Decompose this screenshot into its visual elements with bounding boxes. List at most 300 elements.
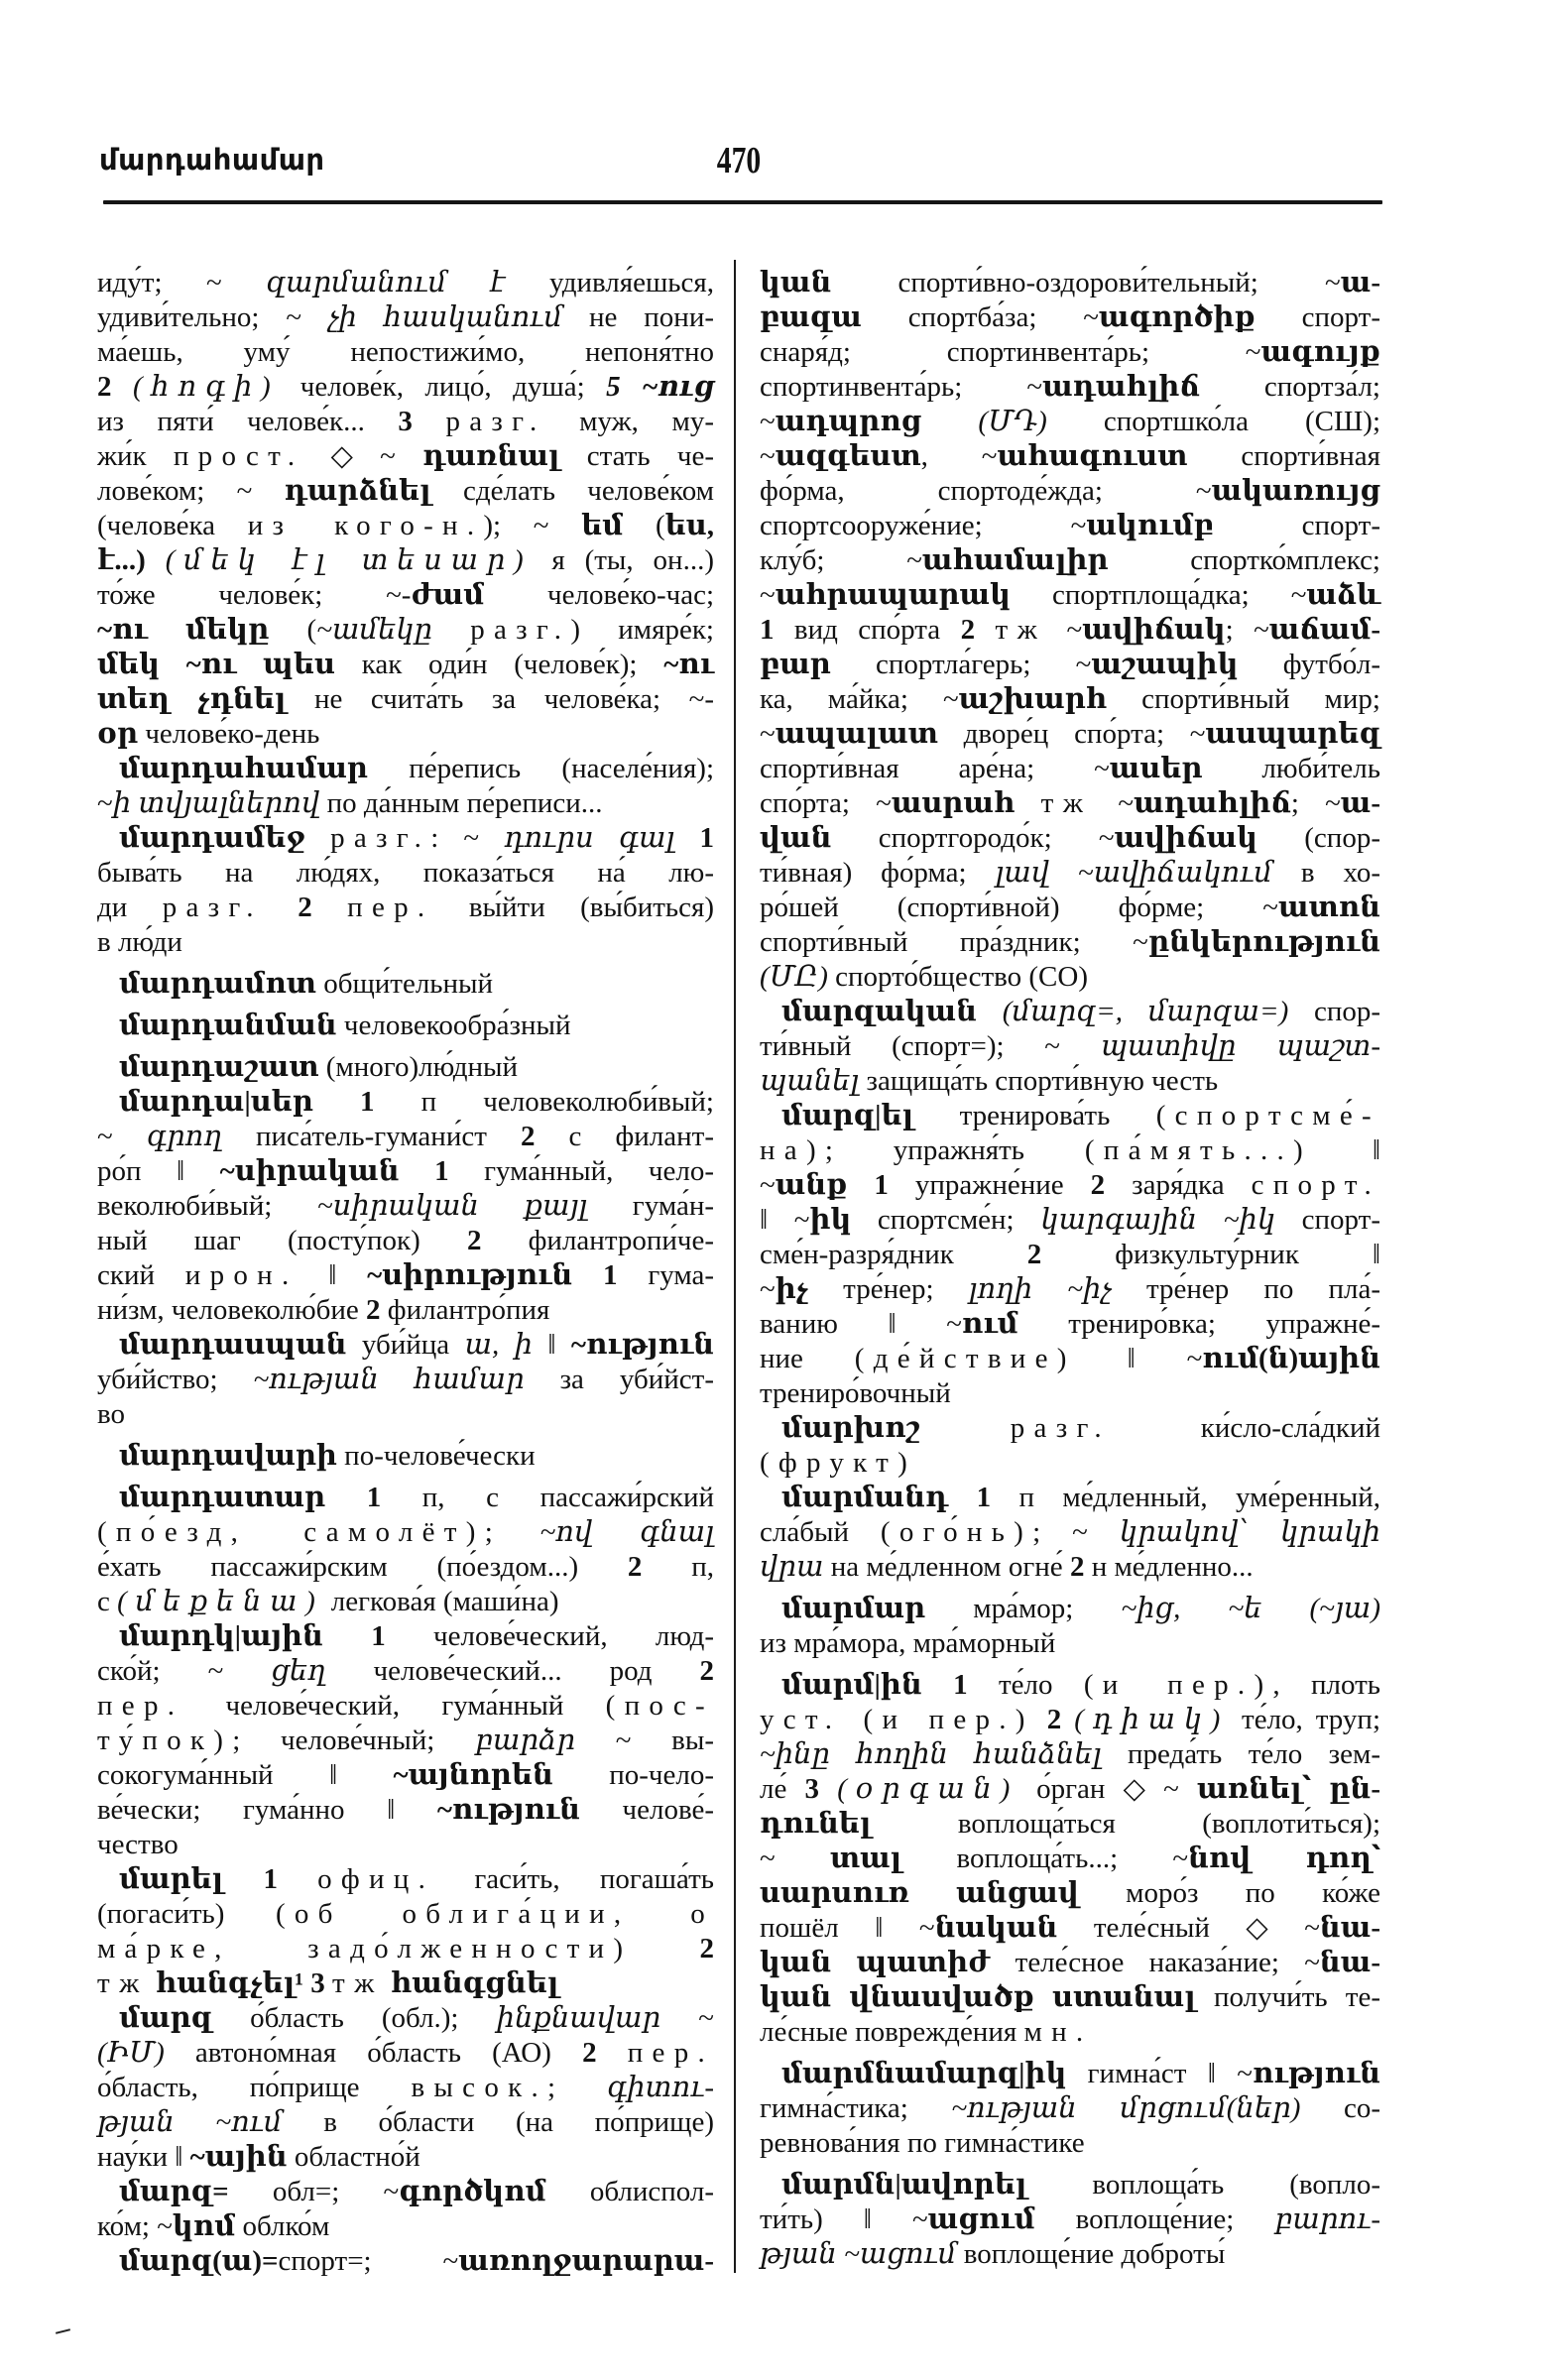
spaced-label: (пос- <box>605 1690 714 1722</box>
italic-example: չի հասկանում <box>327 301 563 333</box>
bold-term: մարմնամարզ|իկ <box>781 2058 1067 2089</box>
line-content <box>97 1397 125 1432</box>
translation-text <box>1061 1704 1074 1735</box>
spaced-label: (по́езд, самолёт) <box>97 1516 485 1548</box>
italic-example: ի տվյալներով <box>112 787 320 819</box>
dictionary-line <box>97 1154 714 1189</box>
bold-term: ~ություն <box>436 1794 580 1826</box>
bold-term: մարմն|ավորել <box>781 2169 1027 2201</box>
column-divider <box>734 260 736 2273</box>
line-content <box>119 2175 714 2209</box>
translation-text: спортсме́н; <box>851 1204 1041 1236</box>
translation-text: вы́йти (вы́биться) <box>433 892 715 923</box>
italic-example: լավ ~ավիճակում <box>995 857 1273 889</box>
translation-text: спорти́вная <box>1187 440 1380 472</box>
translation-text: те́ло <box>967 1669 1084 1701</box>
bold-term: նա- <box>1319 1947 1380 1978</box>
bold-term: մարզ(ա)= <box>119 2245 279 2277</box>
bold-term: ասեր <box>1109 753 1203 784</box>
line-content <box>760 1446 916 1481</box>
bold-term: մարմար <box>781 1593 926 1624</box>
dictionary-line <box>97 1515 714 1550</box>
translation-text <box>413 406 446 437</box>
bold-term: 2 <box>97 371 112 403</box>
bold-term: դարձնել <box>284 475 431 507</box>
line-content <box>97 2105 714 2140</box>
spaced-label: (фрукт) <box>760 1447 917 1479</box>
spaced-label: пер. <box>97 1690 184 1722</box>
translation-text: спортза́л; <box>1199 371 1380 403</box>
entry-start-line <box>97 2244 714 2279</box>
translation-text: по-чело- <box>552 1759 714 1791</box>
line-content <box>760 1550 1254 1585</box>
line-content <box>760 474 1380 509</box>
line-content <box>97 266 714 300</box>
line-content <box>97 405 714 439</box>
line-content <box>97 648 714 682</box>
bold-term: 2 <box>699 1933 715 1964</box>
line-content <box>760 648 1380 682</box>
line-content <box>97 300 714 335</box>
translation-text: сокогума́нный ‖ <box>97 1759 394 1791</box>
translation-text: иду́т; ~ <box>97 267 267 298</box>
bold-term: մարխոշ <box>781 1412 920 1444</box>
translation-text: воплоще́ние доброты́ <box>956 2238 1226 2270</box>
line-content <box>97 335 714 370</box>
spaced-italic-label: (մեքենա) <box>117 1586 324 1617</box>
bold-term: ադպրոց <box>775 406 922 437</box>
translation-text <box>325 1967 332 1999</box>
translation-text: ‖ <box>1311 1134 1380 1166</box>
dictionary-line <box>97 2140 714 2175</box>
translation-text: н ме́дленно... <box>1084 1551 1254 1583</box>
dictionary-line <box>97 613 714 648</box>
dictionary-line <box>97 474 714 509</box>
dictionary-line <box>760 891 1380 925</box>
translation-text: ~ <box>660 2002 714 2034</box>
dictionary-line <box>97 1397 714 1432</box>
translation-text: ле́ <box>760 1773 805 1805</box>
spaced-label: (ого́нь) <box>880 1516 1033 1548</box>
translation-text: в хо- <box>1272 857 1380 889</box>
dictionary-line <box>760 1029 1380 1064</box>
line-content <box>97 856 714 891</box>
line-content <box>760 1342 1380 1376</box>
translation-text <box>920 1412 1011 1444</box>
line-content <box>760 891 1380 925</box>
italic-example: (ԻՄ) <box>97 2037 165 2069</box>
translation-text: спор- <box>1288 996 1380 1027</box>
scan-artifact-mark <box>56 2328 70 2334</box>
line-content <box>97 2036 714 2071</box>
translation-text: стать че- <box>559 440 714 472</box>
bold-term: 2 <box>1026 1239 1042 1270</box>
translation-text: вид спо́рта <box>774 614 961 646</box>
translation-text: человекообра́зный <box>336 1010 571 1041</box>
bold-term: ես, <box>664 510 714 541</box>
line-content <box>97 1120 714 1154</box>
translation-text <box>112 371 133 403</box>
spaced-italic-label: (մեկ էլ տեսար) <box>165 544 533 576</box>
italic-example: ~ով գնալ <box>539 1516 715 1548</box>
dictionary-line <box>760 648 1380 682</box>
bold-term: ադահլիճ <box>1134 787 1291 819</box>
bold-term: աճամ- <box>1268 614 1380 646</box>
spaced-label: (спортсме́- <box>1155 1100 1380 1131</box>
bold-term: 2 <box>627 1551 643 1583</box>
line-content <box>760 578 1380 613</box>
translation-text: ский <box>97 1259 185 1291</box>
translation-text: челове́ко-день <box>138 718 320 750</box>
bold-term: մարդամոտ <box>119 968 316 1000</box>
bold-term: ազգեստ <box>775 440 921 472</box>
translation-text: ◇ ~ <box>303 440 423 472</box>
spaced-label: разг. <box>1010 1412 1111 1444</box>
dictionary-line <box>760 405 1380 439</box>
italic-example: թյան ~ում <box>97 2106 283 2138</box>
bold-term: մարմանդ 1 <box>781 1482 992 1513</box>
bold-term: ~ու մեկը <box>97 614 270 646</box>
translation-text: филантро́пия <box>380 1294 550 1326</box>
header-rule <box>103 200 1382 204</box>
bold-term: իկ <box>809 1204 852 1236</box>
line-content <box>760 960 1088 995</box>
bold-term: նով դող՝ <box>1188 1843 1380 1874</box>
bold-term: մարդա|սեր 1 <box>119 1086 375 1118</box>
bold-term: մարզական <box>781 996 977 1027</box>
line-content <box>760 1272 1380 1307</box>
translation-text: ; <box>547 2072 607 2103</box>
dictionary-line <box>760 578 1380 613</box>
line-content <box>760 1203 1380 1238</box>
translation-text <box>263 892 298 923</box>
bold-term: 3 <box>398 406 413 437</box>
translation-text: спортла́герь; ~ <box>830 649 1092 680</box>
translation-text: люби́тель <box>1202 753 1381 784</box>
bold-term: տալ <box>829 1843 902 1874</box>
translation-text: спортгородо́к; ~ <box>831 822 1115 854</box>
bold-term: եմ <box>581 510 624 541</box>
translation-text: спорт=; ~ <box>278 2245 459 2277</box>
line-content <box>781 1411 1380 1446</box>
bold-term: աշխարհ <box>958 683 1108 715</box>
line-content <box>781 995 1380 1029</box>
line-content <box>760 752 1380 786</box>
dictionary-line <box>97 1897 714 1932</box>
translation-text: ; ~ <box>1225 614 1269 646</box>
line-content <box>760 821 1380 856</box>
line-content <box>760 717 1380 752</box>
dictionary-line <box>760 821 1380 856</box>
translation-text: гимна́стика; <box>760 2092 952 2124</box>
italic-example: բարու- <box>1274 2203 1380 2235</box>
bold-term: ակառույց <box>1211 475 1380 507</box>
translation-text: (спор- <box>1257 822 1380 854</box>
entry-start-line <box>760 2057 1380 2091</box>
bold-term: ահրապարակ <box>775 579 1011 611</box>
line-content <box>97 786 603 821</box>
dictionary-line <box>760 1342 1380 1376</box>
line-content <box>97 1585 559 1619</box>
translation-text: упражне́ние <box>888 1169 1091 1201</box>
translation-text: ванию ‖ ~ <box>760 1308 962 1340</box>
bold-term: ա- <box>1340 787 1381 819</box>
bold-term: 2 <box>366 1294 381 1326</box>
bold-term: իչ <box>775 1273 809 1305</box>
entry-start-line <box>97 1481 714 1515</box>
bold-term: կան վնասվածք ստանալ <box>760 1981 1196 2013</box>
dictionary-line <box>760 2237 1380 2272</box>
entry-start-line <box>97 1439 714 1474</box>
line-content <box>760 300 1380 335</box>
dictionary-line <box>97 1966 714 2001</box>
dictionary-line <box>760 1133 1380 1168</box>
translation-text: ; упражня́ть <box>824 1134 1085 1166</box>
bold-term: ~սիրություն 1 <box>367 1259 618 1291</box>
line-content <box>760 1703 1380 1737</box>
translation-text: со- <box>1300 2092 1380 2124</box>
bold-term: մարդավարի <box>119 1440 337 1472</box>
translation-text: тре́нер по пла́- <box>1111 1273 1380 1305</box>
dictionary-line <box>760 682 1380 717</box>
dictionary-line <box>97 717 714 752</box>
dictionary-line <box>760 960 1380 995</box>
translation-text: получи́ть те- <box>1195 1981 1380 2013</box>
bold-term: ~ություն <box>570 1329 714 1361</box>
line-content <box>119 967 493 1002</box>
italic-example: ~ից, ~ե (~յա) <box>1121 1593 1380 1624</box>
dictionary-line <box>760 2126 1380 2161</box>
translation-text: трениро́вка; упражне́- <box>1017 1308 1381 1340</box>
translation-text: (погаси́ть) <box>97 1898 276 1930</box>
translation-text: спорт- <box>1213 510 1380 541</box>
line-content <box>119 2001 714 2036</box>
entry-start-line <box>760 1099 1380 1133</box>
spaced-label: уст. (и пер.) <box>760 1704 1034 1735</box>
line-content <box>760 405 1380 439</box>
translation-text: гимна́ст ‖ ~ <box>1066 2058 1253 2089</box>
spaced-label: на) <box>760 1134 825 1166</box>
dictionary-line <box>97 682 714 717</box>
translation-text <box>278 1863 317 1895</box>
bold-term: ում(ն)ային <box>1202 1343 1380 1374</box>
dictionary-line <box>760 1980 1380 2015</box>
translation-text: фо́рма, спортоде́жда; ~ <box>760 475 1212 507</box>
dictionary-line <box>97 543 714 578</box>
translation-text: ; челове́чный; <box>232 1725 475 1756</box>
translation-text: ~ <box>1046 614 1083 646</box>
translation-text: писа́тель-гумани́ст <box>221 1121 521 1152</box>
translation-text: сме́н-разря́дник <box>760 1239 1027 1270</box>
entry-start-line <box>97 752 714 786</box>
dictionary-line <box>97 266 714 300</box>
dictionary-line <box>760 752 1380 786</box>
translation-text <box>312 892 347 923</box>
line-content <box>760 2015 1092 2050</box>
spaced-label: офиц. <box>317 1863 435 1895</box>
bold-term: մեկ ~ու պես <box>97 649 336 680</box>
line-content <box>97 578 714 613</box>
italic-example: վրա <box>760 1551 824 1583</box>
translation-text: заря́дка <box>1105 1169 1252 1201</box>
bold-term: մարդամեջ <box>119 822 305 854</box>
bold-term: ~այնորեն <box>393 1759 553 1791</box>
translation-text: спорти́вная аре́на; ~ <box>760 753 1110 784</box>
line-content <box>760 1842 1380 1876</box>
translation-text: теле́сное наказа́ние; ~ <box>990 1947 1320 1978</box>
translation-text: физкульту́рник ‖ <box>1041 1239 1381 1270</box>
line-content <box>119 1862 714 1897</box>
bold-term: 1 <box>674 822 715 854</box>
dictionary-line <box>97 2209 714 2244</box>
bold-italic-term: 5 ~ուց <box>606 371 715 403</box>
entry-start-line <box>97 967 714 1002</box>
translation-text: е́хать пассажи́рским (по́ездом...) <box>97 1551 628 1583</box>
translation-text: облко́м <box>235 2210 330 2242</box>
translation-text: ле́сные поврежде́ния <box>760 2016 1024 2048</box>
translation-text: за уби́йст- <box>524 1364 715 1395</box>
dictionary-line <box>760 335 1380 370</box>
dictionary-line <box>760 266 1380 300</box>
bold-term: ագույք <box>1260 336 1380 368</box>
spaced-label: тж <box>1040 787 1093 819</box>
translation-text: о́рган ◇ ~ <box>1017 1773 1197 1805</box>
bold-term: ~ու <box>663 649 714 680</box>
dictionary-line <box>760 370 1380 405</box>
translation-text: п, с пассажи́рский <box>381 1482 714 1513</box>
bold-term: մարդանման <box>119 1010 337 1041</box>
line-content <box>97 1293 549 1328</box>
spaced-label: (де́йствие) <box>854 1343 1076 1374</box>
line-content <box>781 1481 1380 1515</box>
translation-text: ро́п ‖ <box>97 1155 220 1187</box>
entry-start-line <box>97 2001 714 2036</box>
translation-text: веколюби́вый; <box>97 1190 317 1222</box>
translation-text: с филант- <box>535 1121 715 1152</box>
line-content <box>760 1307 1380 1342</box>
translation-text: спорто́бщество (СО) <box>827 961 1088 993</box>
bold-term: կոմ <box>172 2210 236 2242</box>
dictionary-line <box>760 1272 1380 1307</box>
bold-term: ակումբ <box>1086 510 1214 541</box>
translation-text <box>146 544 166 576</box>
bold-term: դունել <box>760 1808 872 1840</box>
translation-text: моро́з по ко́же <box>1078 1877 1381 1909</box>
entry-start-line <box>97 1009 714 1043</box>
translation-text: сде́лать челове́ком <box>430 475 714 507</box>
dictionary-line <box>760 1168 1380 1203</box>
spaced-label: пер. <box>627 2037 715 2069</box>
translation-text: ве́чески; гума́нно ‖ <box>97 1794 437 1826</box>
translation-text: ка, ма́йка; ~ <box>760 683 959 715</box>
translation-text: преда́ть те́ло зем- <box>1101 1738 1380 1770</box>
translation-text: чество <box>97 1829 179 1860</box>
dictionary-line <box>97 1120 714 1154</box>
dictionary-line <box>760 2202 1380 2237</box>
translation-text: муж, му- <box>545 406 714 437</box>
line-content <box>97 1828 179 1862</box>
line-content <box>97 717 319 752</box>
translation-text: ; <box>484 1516 540 1548</box>
line-content <box>119 752 714 786</box>
line-content <box>760 1876 1380 1911</box>
translation-text: ди <box>97 892 163 923</box>
line-content <box>97 1897 714 1932</box>
spaced-label: мн. <box>1023 2016 1093 2048</box>
italic-example: պանել <box>760 1065 860 1097</box>
italic-example: կարգային ~իկ <box>1040 1204 1276 1236</box>
dictionary-line <box>97 1654 714 1689</box>
bold-term: դառնալ <box>422 440 560 472</box>
translation-text: ско́й; ~ <box>97 1655 272 1687</box>
line-content <box>781 2057 1380 2091</box>
bold-term: ժամ <box>411 579 485 611</box>
italic-example: ~սիրական քայլ <box>316 1190 588 1222</box>
bold-term: հանգչել¹ 3 <box>155 1967 325 1999</box>
translation-text: во <box>97 1398 125 1430</box>
translation-text: по-челове́чески <box>336 1440 536 1472</box>
translation-text: ‖ ~ <box>760 1204 810 1236</box>
translation-text: удивля́ешься, <box>505 267 714 298</box>
spaced-italic-label: (հոգի) <box>132 371 280 403</box>
spaced-label: разг. <box>445 406 546 437</box>
line-content <box>97 370 714 405</box>
dictionary-line <box>760 1446 1380 1481</box>
line-content <box>97 1932 714 1966</box>
translation-text: ро́шей (спорти́вной) фо́рме; ~ <box>760 892 1278 923</box>
translation-text: челове́ческий, люд- <box>385 1620 715 1652</box>
translation-text: спортинвента́рь; ~ <box>760 371 1043 403</box>
bold-term: սարսուռ անցավ <box>760 1877 1079 1909</box>
dictionary-line <box>760 2091 1380 2126</box>
translation-text: п ме́дленный, уме́ренный, <box>991 1482 1380 1513</box>
translation-text: ки́сло-сла́дкий <box>1110 1412 1380 1444</box>
bold-term: 2 <box>960 614 976 646</box>
bold-term: կան պատիժ <box>760 1947 991 1978</box>
line-content <box>119 1481 714 1515</box>
line-content <box>760 439 1380 474</box>
bold-term: անք 1 <box>775 1169 889 1201</box>
italic-example: ցեղ <box>271 1655 326 1687</box>
dictionary-line <box>97 856 714 891</box>
translation-text: ~ <box>760 579 776 611</box>
translation-text: (челове́ка <box>97 510 248 541</box>
line-content <box>760 1626 1055 1661</box>
dictionary-line <box>97 509 714 543</box>
translation-text: на ме́дленном огне́ <box>823 1551 1070 1583</box>
bold-term: մարդասպան <box>119 1329 347 1361</box>
translation-text: челове́ко-час; <box>484 579 714 611</box>
line-content <box>97 682 714 717</box>
spaced-label: прост. <box>173 440 304 472</box>
translation-text: снаря́д; спортинвента́рь; ~ <box>760 336 1261 368</box>
line-content <box>760 613 1380 648</box>
translation-text: тренирова́ть <box>913 1100 1156 1131</box>
bold-term: մարզ= <box>119 2176 229 2207</box>
translation-text: ~ <box>97 787 113 819</box>
translation-text: я (ты, он...) <box>532 544 714 576</box>
translation-text: из мра́мора, мра́морный <box>760 1627 1056 1659</box>
italic-example: ա, ի <box>464 1329 534 1361</box>
translation-text: ~ <box>1092 787 1135 819</box>
line-content <box>97 1724 714 1758</box>
spaced-italic-label: (դիակ) <box>1074 1704 1230 1735</box>
bold-term: ապալատ <box>775 718 938 750</box>
translation-text: ~ <box>760 1843 830 1874</box>
line-content <box>760 509 1380 543</box>
translation-text: с <box>97 1586 118 1617</box>
line-content <box>119 1619 714 1654</box>
